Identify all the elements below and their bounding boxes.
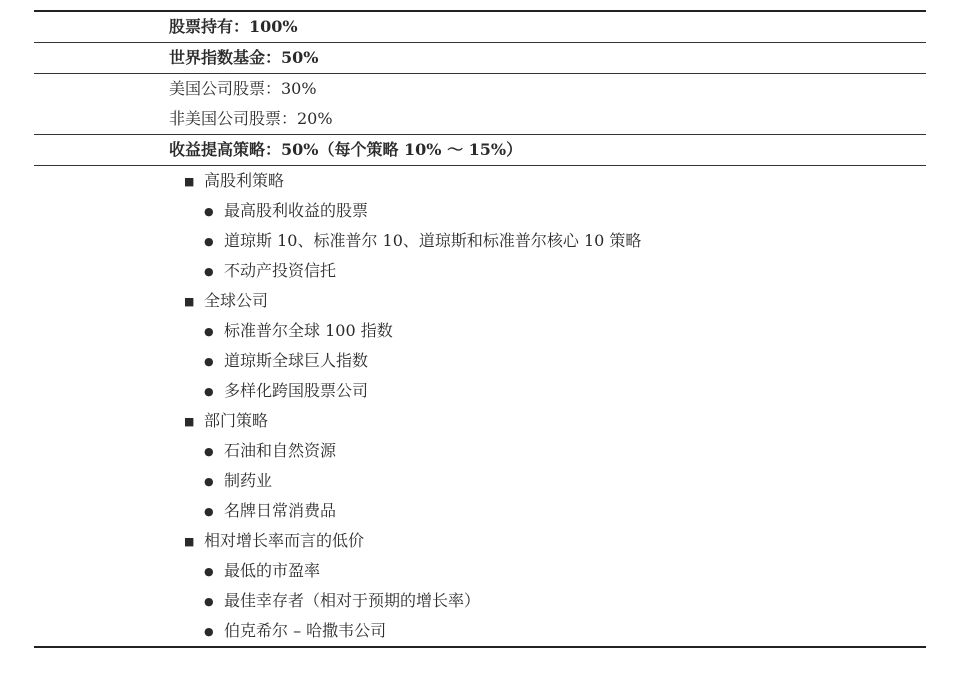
group-title: 高股利策略 [204, 171, 285, 190]
list-item [34, 316, 926, 346]
square-bullet-icon [184, 526, 204, 557]
list-item-text: 最低的市盈率 [224, 561, 321, 580]
dot-bullet-icon [204, 466, 224, 497]
list-item-text: 伯克希尔 – 哈撒韦公司 [224, 621, 387, 640]
list-item [34, 466, 926, 496]
list-item [34, 256, 926, 286]
list-item-text: 道琼斯 10、标准普尔 10、道琼斯和标准普尔核心 10 策略 [224, 231, 642, 250]
list-item [34, 196, 926, 226]
list-item [34, 226, 926, 256]
list-item-text: 最佳幸存者（相对于预期的增长率） [224, 591, 481, 610]
row-world-index-fund: 世界指数基金：50% [169, 48, 319, 67]
dot-bullet-icon [204, 376, 224, 407]
row-us-stocks: 美国公司股票：30% [169, 79, 317, 98]
dot-bullet-icon [204, 436, 224, 467]
dot-bullet-icon [204, 196, 224, 227]
row-yield-strategy: 收益提高策略：50%（每个策略 10% ～ 15%） [169, 140, 523, 159]
list-item [34, 586, 926, 616]
list-item-text: 多样化跨国股票公司 [224, 381, 369, 400]
group-title: 相对增长率而言的低价 [204, 531, 365, 550]
square-bullet-icon [184, 166, 204, 197]
group-heading [34, 286, 926, 316]
list-item-text: 不动产投资信托 [224, 261, 337, 280]
group-heading [34, 526, 926, 556]
list-item-text: 道琼斯全球巨人指数 [224, 351, 369, 370]
square-bullet-icon [184, 406, 204, 437]
list-item-text: 石油和自然资源 [224, 441, 337, 460]
list-item-text: 标准普尔全球 100 指数 [224, 321, 393, 340]
group-heading [34, 166, 926, 196]
dot-bullet-icon [204, 556, 224, 587]
dot-bullet-icon [204, 316, 224, 347]
group-title: 部门策略 [204, 411, 269, 430]
dot-bullet-icon [204, 586, 224, 617]
group-title: 全球公司 [204, 291, 269, 310]
list-item [34, 436, 926, 466]
list-item [34, 556, 926, 586]
dot-bullet-icon [204, 496, 224, 527]
row-stock-holding: 股票持有：100% [169, 17, 298, 36]
dot-bullet-icon [204, 256, 224, 287]
dot-bullet-icon [204, 226, 224, 257]
dot-bullet-icon [204, 346, 224, 377]
list-item [34, 616, 926, 646]
square-bullet-icon [184, 286, 204, 317]
dot-bullet-icon [204, 616, 224, 647]
row-non-us-stocks: 非美国公司股票：20% [169, 109, 333, 128]
list-item [34, 346, 926, 376]
list-item-text: 最高股利收益的股票 [224, 201, 369, 220]
list-item [34, 496, 926, 526]
list-item-text: 名牌日常消费品 [224, 501, 337, 520]
list-item-text: 制药业 [224, 471, 273, 490]
group-heading [34, 406, 926, 436]
list-item [34, 376, 926, 406]
allocation-table [34, 0, 926, 648]
bottom-rule [34, 646, 926, 648]
